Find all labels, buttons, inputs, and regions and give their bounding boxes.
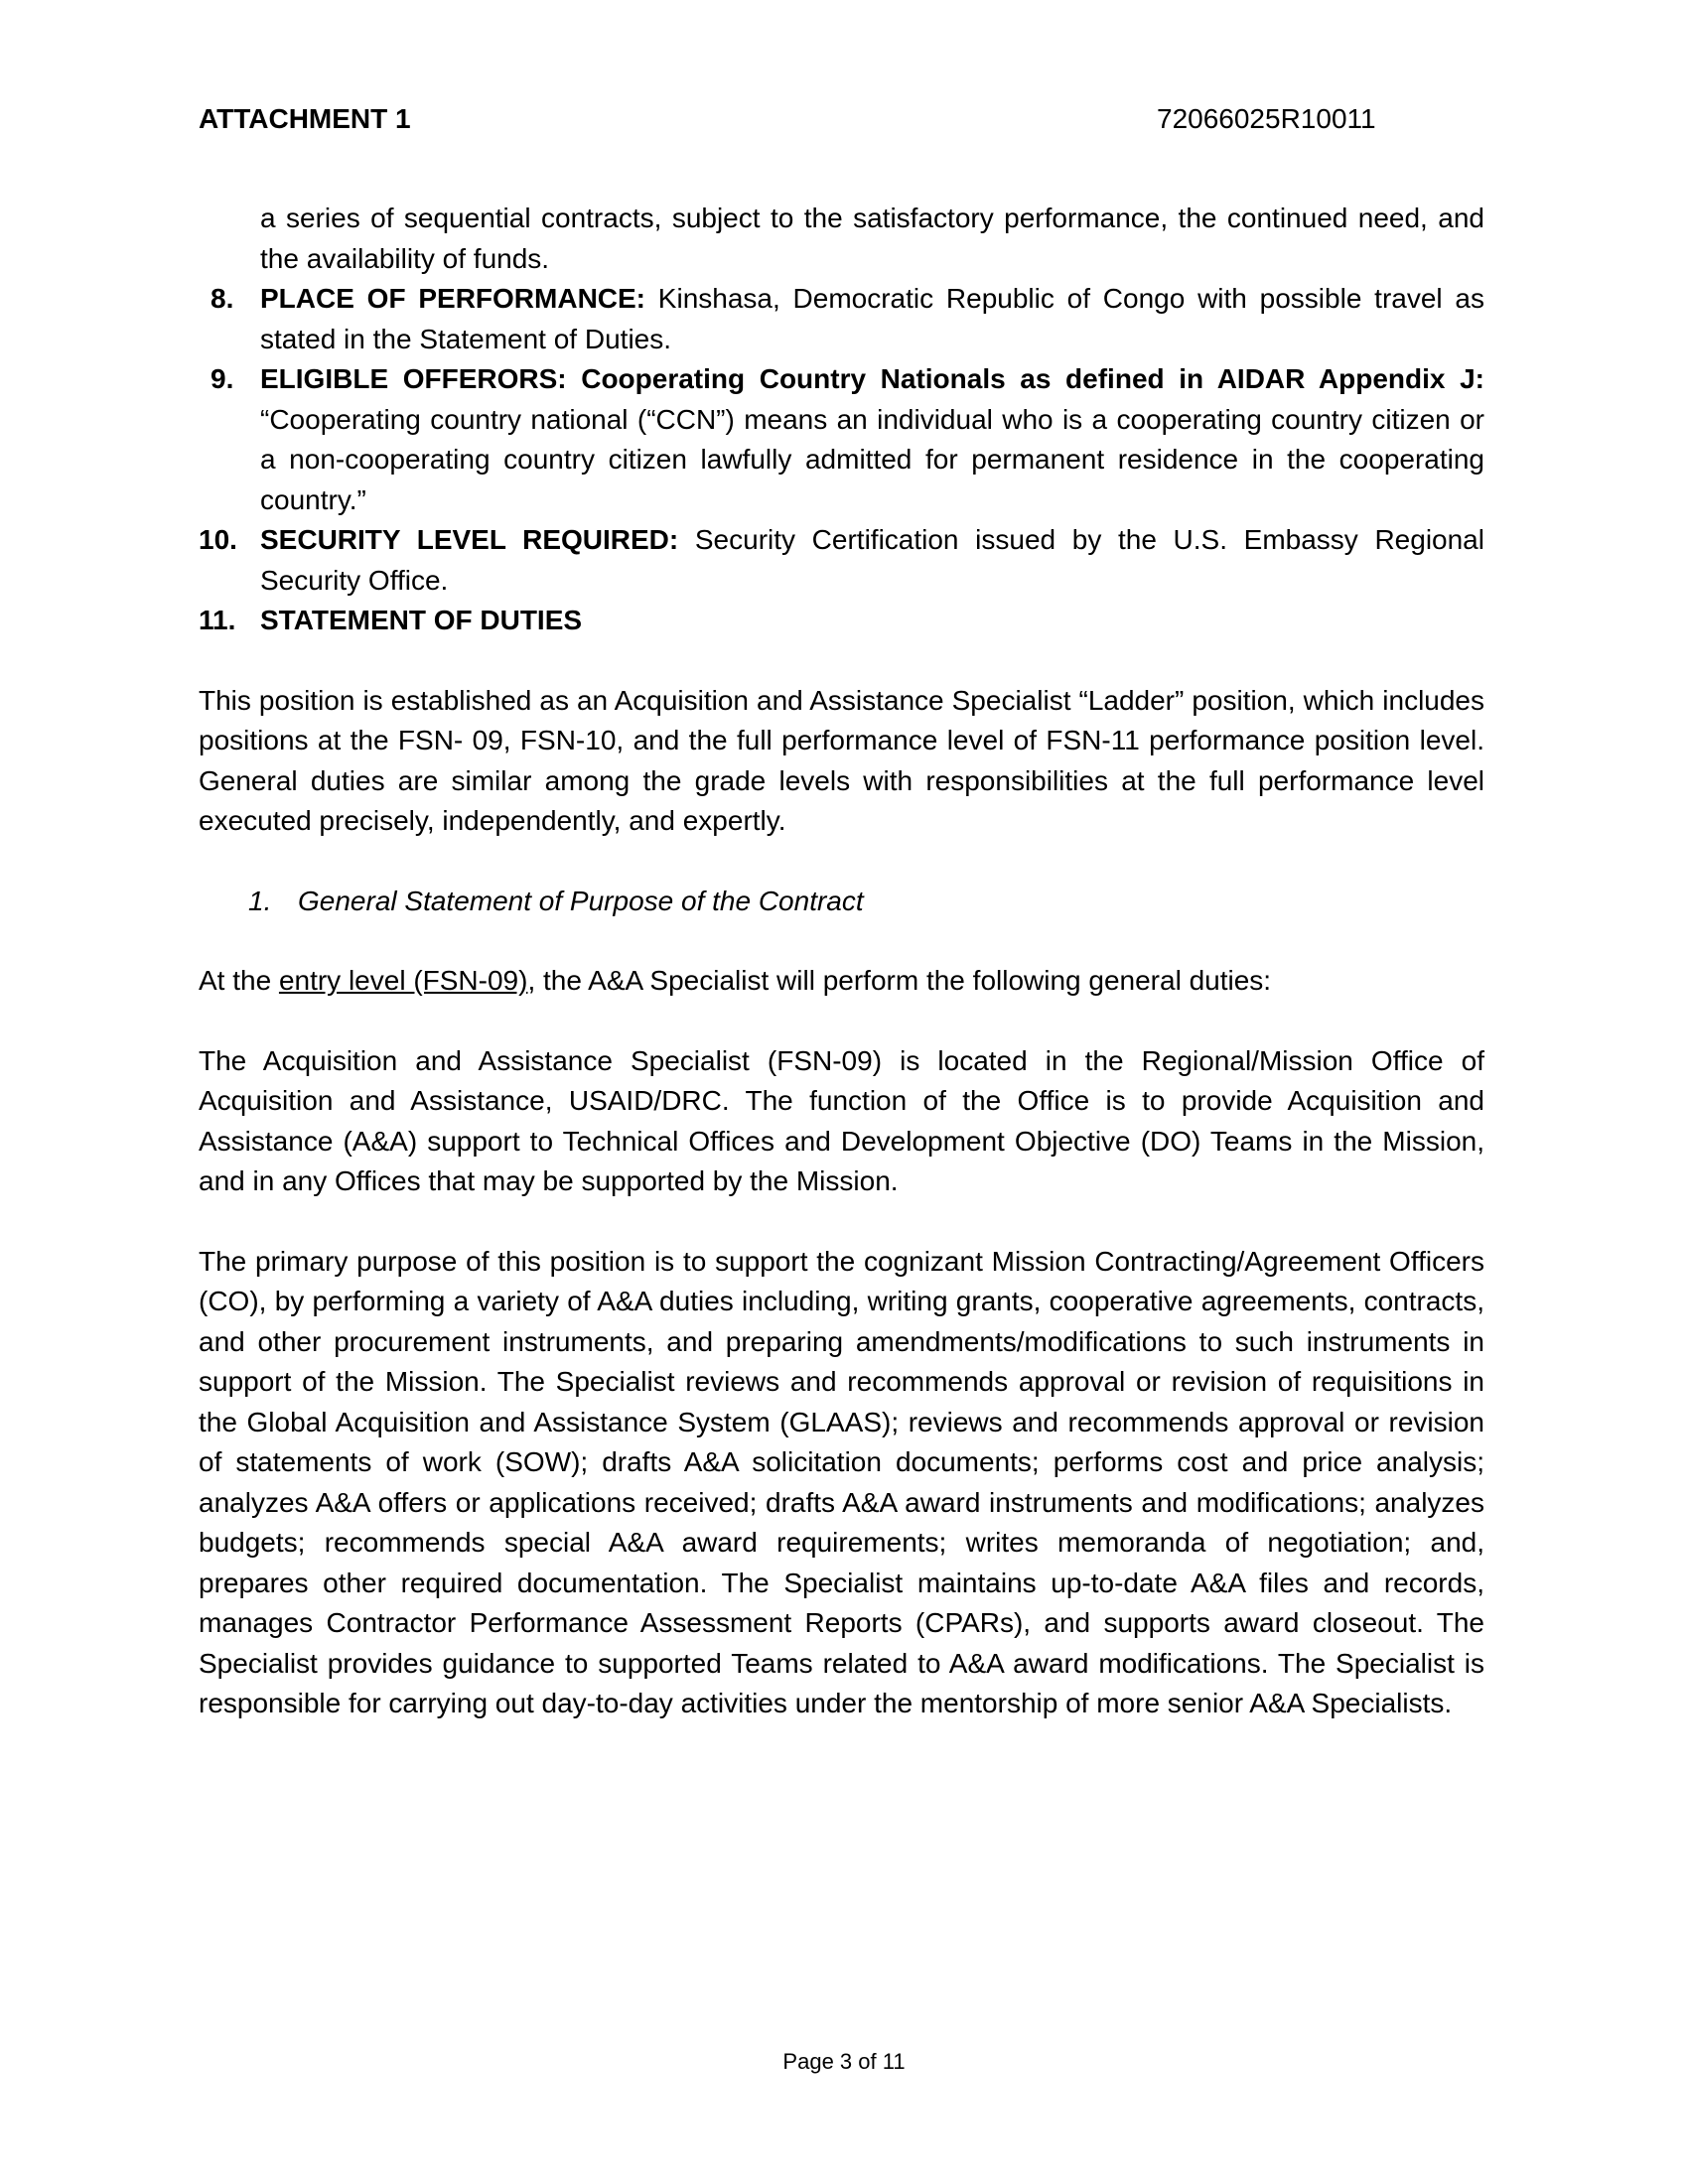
section-number: 9.: [211, 363, 234, 394]
solicitation-number: 72066025R10011: [1157, 103, 1376, 134]
section-label: SECURITY LEVEL REQUIRED:: [260, 524, 679, 555]
entry-level-prefix: At the: [199, 965, 279, 996]
section-statement-of-duties: [199, 601, 1484, 641]
section-text: Kinshasa, Democratic Republic of Congo with possible travel as stated in the Statement of Duties.: [260, 283, 1484, 354]
section-text: Security Certification issued by the U.S. Embassy Regional Security Office.: [260, 524, 1484, 596]
continuation-paragraph: a series of sequential contracts, subject to the satisfactory performance, the continued need, and the availability of funds.: [260, 203, 1484, 274]
ladder-paragraph: This position is established as an Acquisition and Assistance Specialist “Ladder” position, which includes positions at the FSN- 09, FSN-10, and the full performance level of FSN-11 performance position level. General duties are similar among the grade levels with responsibilities at the full performance level executed precisely, independently, and expertly.: [199, 684, 1484, 836]
sub-item-number: 1.: [248, 885, 272, 916]
section-security-level: [199, 520, 1484, 601]
page-number: Page 3 of 11: [782, 2049, 906, 2074]
sub-item-general-statement: [199, 882, 1484, 922]
section-label: STATEMENT OF DUTIES: [260, 605, 583, 635]
entry-level-suffix: , the A&A Specialist will perform the following general duties:: [527, 965, 1272, 996]
entry-level-paragraph: [199, 961, 1484, 1002]
purpose-paragraph: The primary purpose of this position is to support the cognizant Mission Contracting/Agreement Officers (CO), by performing a variety of A&A duties including, writing grants, cooperative agreements, contracts, and other procurement instruments, and preparing amendments/modifications to such instruments in support of the Mission. The Specialist reviews and recommends approval or revision of requisitions in the Global Acquisition and Assistance System (GLAAS); reviews and recommends approval or revision of statements of work (SOW); drafts A&A solicitation documents; performs cost and price analysis; analyzes A&A offers or applications received; drafts A&A award instruments and modifications; analyzes budgets; recommends special A&A award requirements; writes memoranda of negotiation; and, prepares other required documentation. The Specialist maintains up-to-date A&A files and records, manages Contractor Performance Assessment Reports (CPARs), and supports award closeout. The Specialist provides guidance to supported Teams related to A&A award modifications. The Specialist is responsible for carrying out day-to-day activities under the mentorship of more senior A&A Specialists.: [199, 1245, 1484, 1718]
sub-item-text: General Statement of Purpose of the Contract: [298, 885, 864, 916]
document-body: [199, 199, 1484, 1724]
section-label: PLACE OF PERFORMANCE:: [260, 283, 646, 314]
section-label: ELIGIBLE OFFERORS: Cooperating Country Nationals as defined in AIDAR Appendix J:: [260, 363, 1484, 394]
section-number: 10.: [199, 524, 237, 555]
section-number: 11.: [199, 605, 236, 635]
section-eligible-offerors: [199, 359, 1484, 520]
section-text: “Cooperating country national (“CCN”) means an individual who is a cooperating country citizen or a non-cooperating country citizen lawfully admitted for permanent residence in the cooperating country.”: [260, 403, 1484, 515]
section-number: 8.: [211, 283, 234, 314]
location-paragraph: The Acquisition and Assistance Specialist (FSN-09) is located in the Regional/Mission Office of Acquisition and Assistance, USAID/DRC. The function of the Office is to provide Acquisition and Assistance (A&A) support to Technical Offices and Development Objective (DO) Teams in the Mission, and in any Offices that may be supported by the Mission.: [199, 1044, 1484, 1196]
section-place-of-performance: [199, 279, 1484, 359]
entry-level-underlined: entry level (FSN-09): [278, 965, 528, 996]
page-header: [199, 101, 1400, 137]
attachment-label: ATTACHMENT 1: [199, 103, 411, 134]
